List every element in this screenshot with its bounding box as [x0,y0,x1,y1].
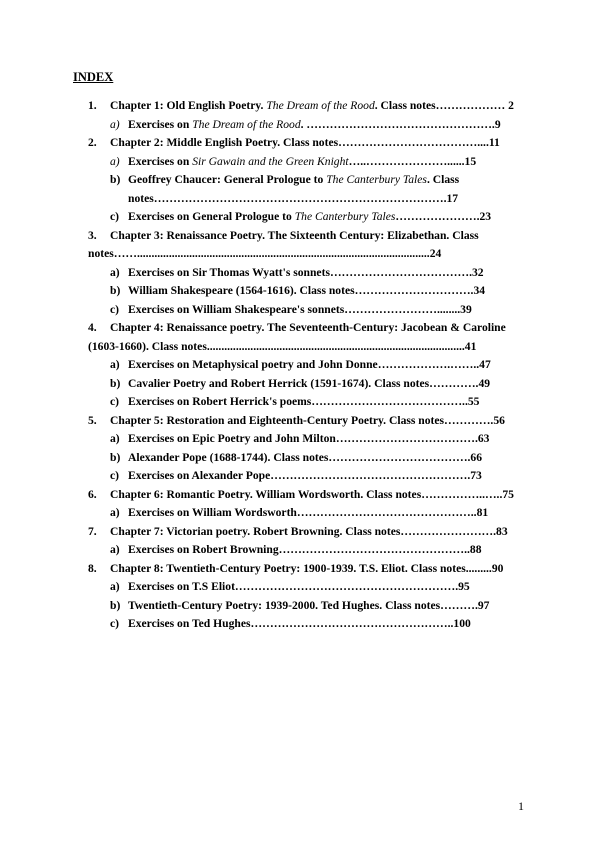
entry-letter: c) [110,617,120,630]
entry-letter: a) [110,265,120,279]
toc-entry-5b[interactable]: b) Alexander Pope (1688-1744). Class notes……………………………….66 [88,449,528,468]
entry-letter: b) [110,598,121,612]
toc-entry-6a[interactable]: a) Exercises on William Wordsworth………………………………………..81 [88,504,528,523]
toc-entry-4b[interactable]: b) Cavalier Poetry and Robert Herrick (1591-1674). Class notes………….49 [88,375,528,394]
toc-entry-7a[interactable]: a) Exercises on Robert Browning…………………………………………..88 [88,541,528,560]
entry-letter: a) [110,506,120,519]
entry-letter: c) [110,302,120,316]
toc-entry-chapter-3-continued[interactable]: notes…….....................................................................................................24 [88,247,442,260]
entry-letter: c) [110,210,120,223]
toc-entry-chapter-7[interactable]: 7. Chapter 7: Victorian poetry. Robert Browning. Class notes…………………….83 [88,523,528,542]
entry-letter: b) [110,284,121,297]
toc-entry-2b-continued[interactable]: notes………………………………………………………………….17 [128,191,459,205]
entry-number: 6. [88,487,97,501]
toc-entry-4a[interactable]: a) Exercises on Metaphysical poetry and John Donne……………….……..47 [88,356,528,375]
toc-entry-4c[interactable]: c) Exercises on Robert Herrick's poems…………………………………..55 [88,393,528,412]
index-title: INDEX [73,70,114,84]
entry-letter: a) [110,580,120,593]
entry-letter: c) [110,469,120,482]
entry-number: 5. [88,413,97,427]
entry-number: 2. [88,136,97,149]
entry-letter: a) [110,543,120,556]
toc-entry-chapter-3[interactable]: 3. Chapter 3: Renaissance Poetry. The Sixteenth Century: Elizabethan. Class [88,227,528,246]
entry-letter: a) [110,154,120,168]
toc-entry-8c[interactable]: c) Exercises on Ted Hughes……………………………………………..100 [88,615,528,634]
toc-entry-chapter-6[interactable]: 6. Chapter 6: Romantic Poetry. William Wordsworth. Class notes……………..…..75 [88,486,528,505]
toc-entry-8a[interactable]: a) Exercises on T.S Eliot………………………………………………….95 [88,578,528,597]
toc-entry-5c[interactable]: c) Exercises on Alexander Pope…………………………………………….73 [88,467,528,486]
toc-entry-chapter-2[interactable]: 2. Chapter 2: Middle English Poetry. Class notes………………………………....11 [88,134,528,153]
toc-entry-2a[interactable]: a) Exercises on Sir Gawain and the Green Knight…..…………………......15 [88,153,528,172]
entry-letter: b) [110,450,121,464]
entry-number: 3. [88,228,97,242]
entry-number: 8. [88,561,97,575]
entry-letter: b) [110,376,121,390]
toc-entry-5a[interactable]: a) Exercises on Epic Poetry and John Milton……………………………….63 [88,430,528,449]
toc-entry-chapter-4[interactable]: 4. Chapter 4: Renaissance poetry. The Seventeenth-Century: Jacobean & Caroline [88,319,528,338]
toc-entry-3c[interactable]: c) Exercises on William Shakespeare's sonnets……………………........39 [88,301,528,320]
toc-entry-8b[interactable]: b) Twentieth-Century Poetry: 1939-2000. Ted Hughes. Class notes……….97 [88,597,528,616]
entry-letter: b) [110,173,121,186]
table-of-contents [88,97,528,634]
entry-number: 1. [88,99,97,112]
entry-letter: a) [110,432,120,445]
entry-number: 7. [88,524,97,538]
toc-entry-2c[interactable]: c) Exercises on General Prologue to The Canterbury Tales………………….23 [88,208,528,227]
entry-letter: a) [110,117,120,131]
toc-entry-chapter-4-continued[interactable]: (1603-1660). Class notes.........................................................................................41 [88,339,477,353]
toc-entry-chapter-5[interactable]: 5. Chapter 5: Restoration and Eighteenth-Century Poetry. Class notes………….56 [88,412,528,431]
toc-entry-3b[interactable]: b) William Shakespeare (1564-1616). Class notes………………………….34 [88,282,528,301]
toc-entry-chapter-1[interactable]: 1. Chapter 1: Old English Poetry. The Dream of the Rood. Class notes……………… 2 [88,97,528,116]
toc-entry-1a[interactable]: a) Exercises on The Dream of the Rood. ………………………………………….9 [88,116,528,135]
entry-letter: c) [110,395,120,408]
page-number: 1 [518,799,524,813]
entry-letter: a) [110,358,120,371]
toc-entry-chapter-8[interactable]: 8. Chapter 8: Twentieth-Century Poetry: 1900-1939. T.S. Eliot. Class notes.........90 [88,560,528,579]
toc-entry-2b[interactable]: b) Geoffrey Chaucer: General Prologue to The Canterbury Tales. Class [88,171,528,190]
toc-entry-3a[interactable]: a) Exercises on Sir Thomas Wyatt's sonnets……………………………….32 [88,264,528,283]
entry-number: 4. [88,321,97,334]
